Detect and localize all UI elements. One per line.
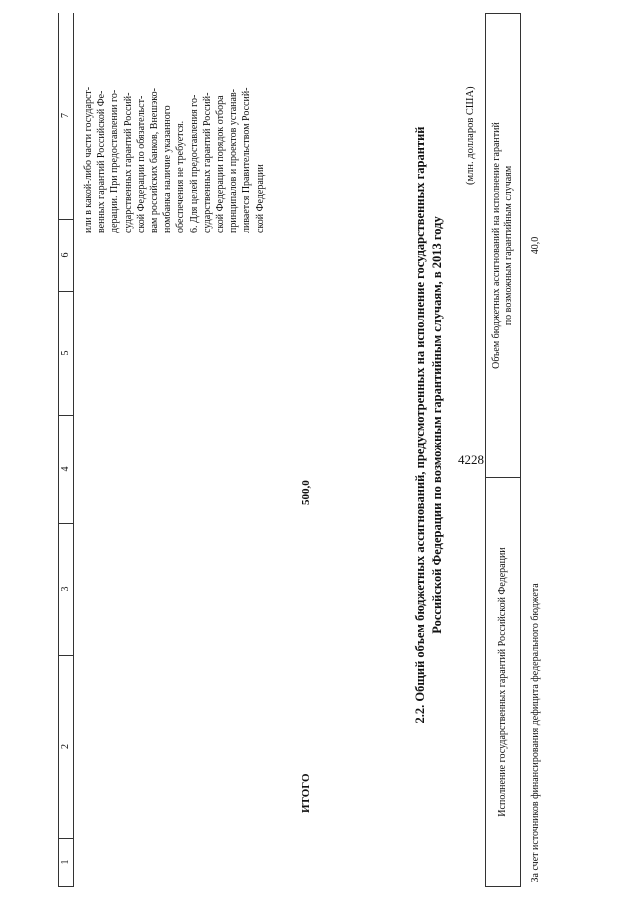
text-line: ской Федерации [254,164,266,233]
col-num-2: 2 [59,655,73,839]
total-value: 500,0 [300,480,312,505]
guarantee-table [485,13,549,887]
row-value: 40,0 [529,236,541,255]
text-line: венных гарантий Российской Фе- [96,90,108,233]
col-num-3: 3 [59,523,73,656]
heading-line-1: 2.2. Общий объем бюджетных ассигнований, предусмотренных на исполнение государственных гарантий [413,126,427,724]
text-line: ской Федерации по обязательст- [135,95,147,233]
text-line: дерации. При предоставлении го- [109,89,121,233]
upper-table-column-numbers [58,13,74,887]
units-note: (млн. долларов США) [465,86,476,185]
header-col-1: Исполнение государственных гарантий Российской Федерации [486,478,521,887]
text-line: или в какой-либо части государст- [83,86,94,233]
text-line: номбанка наличие указанного [162,105,174,233]
total-label: ИТОГО [300,773,312,813]
col-num-6: 6 [59,219,73,292]
text-line: обеспечения не требуется. [175,120,187,233]
text-line: 6. Для целей предоставления го- [188,94,200,233]
header-col-2-line-2: по возможным гарантийным случаям [503,165,514,326]
text-line: ливается Правительством Россий- [241,87,253,233]
text-line: ской Федерации порядок отбора [215,95,227,233]
header-col-2-line-1: Объем бюджетных ассигнований на исполнение гарантий [491,122,502,369]
table-row [521,14,550,887]
row-label: За счет источников финансирования дефицита федерального бюджета [529,583,541,883]
col-num-5: 5 [59,291,73,416]
text-line: вам российских банков, Внешэко- [149,88,161,233]
col-num-1: 1 [59,838,73,887]
heading-line-2: Российской Федерации по возможным гарантийным случаям, в 2013 году [430,216,444,634]
col7-conditions-text [82,15,267,233]
text-line: принципалов и проектов устанав- [228,88,240,233]
page-number: 4228 [458,452,484,467]
col-num-4: 4 [59,415,73,524]
col-num-7: 7 [59,12,73,220]
header-col-2 [486,14,521,478]
text-line: сударственных гарантий Россий- [122,92,134,233]
section-heading [412,35,446,815]
table-header-row [486,14,521,887]
text-line: сударственных гарантий Россий- [201,92,213,233]
